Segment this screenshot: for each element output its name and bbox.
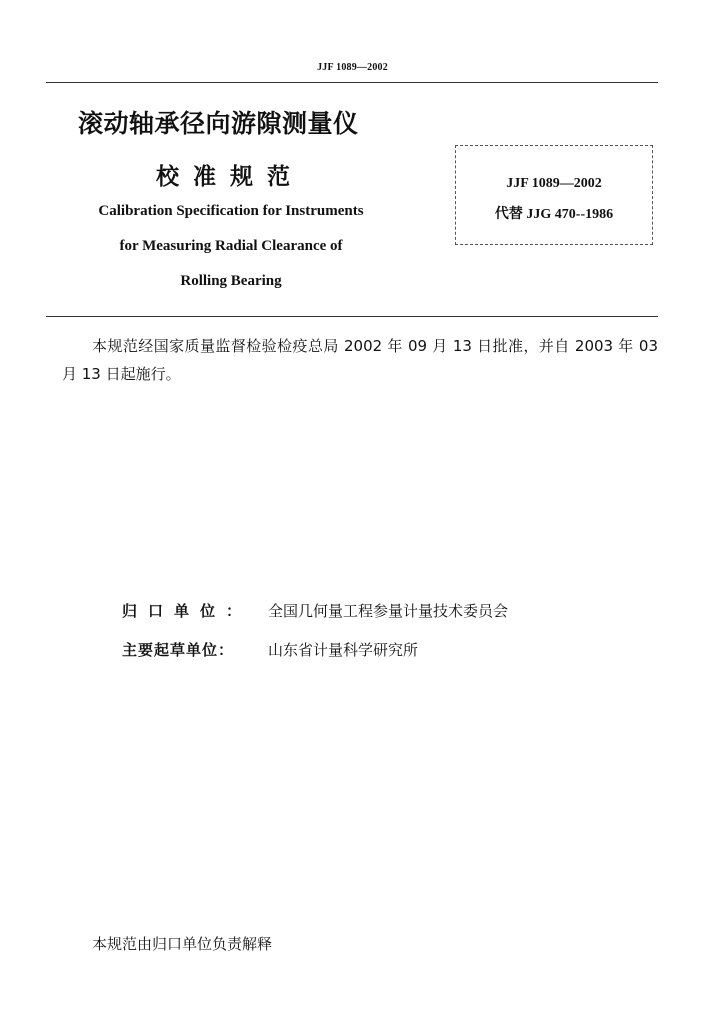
title-divider (46, 316, 658, 317)
header-divider (46, 82, 658, 83)
approval-statement: 本规范经国家质量监督检验检疫总局 2002 年 09 月 13 日批准，并自 2003 年 03 月 13 日起施行。 (62, 337, 658, 383)
title-english-line-1: Calibration Specification for Instruments (98, 203, 364, 219)
code-box-code: JJF 1089—2002 (506, 176, 602, 191)
code-box (455, 145, 653, 245)
title-english-line-3: Rolling Bearing (180, 273, 282, 289)
code-box-replaces: 代替 JJG 470--1986 (494, 207, 614, 222)
responsible-unit-label: 归口单位： (122, 602, 253, 620)
subtitle-chinese: 校准规范 (156, 164, 304, 190)
title-chinese: 滚动轴承径向游隙测量仪 (78, 109, 359, 138)
interpretation-note: 本规范由归口单位负责解释 (92, 935, 273, 953)
responsible-unit-value: 全国几何量工程参量计量技术委员会 (268, 602, 509, 620)
drafting-unit-value: 山东省计量科学研究所 (268, 641, 419, 659)
drafting-unit-label: 主要起草单位： (122, 641, 235, 659)
title-english-line-2: for Measuring Radial Clearance of (119, 238, 343, 254)
document-code-header: JJF 1089—2002 (317, 62, 388, 73)
